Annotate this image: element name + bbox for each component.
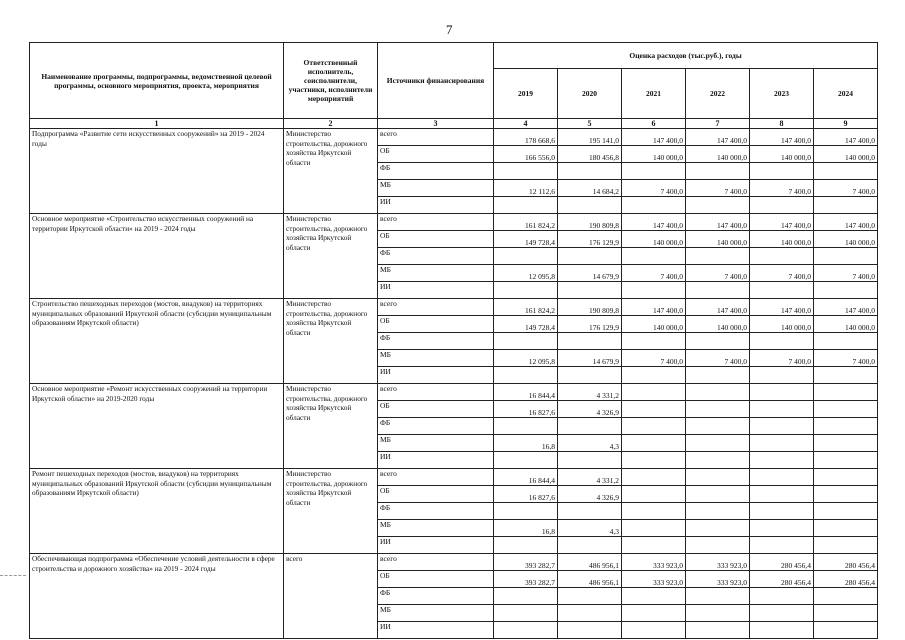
page-number: 7 <box>446 22 453 37</box>
amount-cell: 140 000,0 <box>686 231 750 248</box>
amount-cell: 333 923,0 <box>686 571 750 588</box>
amount-cell <box>686 367 750 384</box>
amount-cell <box>686 520 750 537</box>
amount-cell <box>750 452 814 469</box>
amount-cell: 140 000,0 <box>814 231 878 248</box>
amount-cell: 16 844,4 <box>494 469 558 486</box>
year-header: 2022 <box>686 69 750 119</box>
amount-cell <box>622 163 686 180</box>
amount-cell <box>494 503 558 520</box>
amount-cell: 7 400,0 <box>750 180 814 197</box>
amount-cell <box>686 248 750 265</box>
amount-cell: 4,3 <box>558 435 622 452</box>
funding-source: ФБ <box>378 163 494 180</box>
funding-source: ИИ <box>378 622 494 639</box>
amount-cell <box>622 520 686 537</box>
amount-cell <box>814 163 878 180</box>
amount-cell: 140 000,0 <box>686 316 750 333</box>
amount-cell: 4 331,2 <box>558 469 622 486</box>
amount-cell <box>750 333 814 350</box>
amount-cell <box>750 520 814 537</box>
table-row <box>30 129 878 146</box>
amount-cell: 147 400,0 <box>750 214 814 231</box>
table-body <box>30 129 878 639</box>
amount-cell: 147 400,0 <box>622 299 686 316</box>
responsible-executor: Министерство строительства, дорожного хозяйства Иркутской области <box>284 129 378 214</box>
amount-cell: 166 556,0 <box>494 146 558 163</box>
amount-cell: 280 456,4 <box>814 571 878 588</box>
amount-cell <box>814 469 878 486</box>
amount-cell: 147 400,0 <box>686 214 750 231</box>
funding-source: ОБ <box>378 316 494 333</box>
amount-cell: 176 129,9 <box>558 231 622 248</box>
funding-source: ИИ <box>378 537 494 554</box>
funding-source: ИИ <box>378 452 494 469</box>
amount-cell <box>622 401 686 418</box>
program-name: Основное мероприятие «Строительство искусственных сооружений на территории Иркутской области» на 2019 - 2024 годы <box>30 214 284 299</box>
amount-cell: 7 400,0 <box>814 265 878 282</box>
amount-cell <box>494 282 558 299</box>
amount-cell: 147 400,0 <box>686 129 750 146</box>
amount-cell <box>814 503 878 520</box>
amount-cell <box>686 282 750 299</box>
column-number: 1 <box>30 119 284 129</box>
amount-cell <box>558 605 622 622</box>
header-estimate: Оценка расходов (тыс.руб.), годы <box>494 43 878 69</box>
amount-cell <box>750 503 814 520</box>
year-header: 2024 <box>814 69 878 119</box>
responsible-executor: Министерство строительства, дорожного хозяйства Иркутской области <box>284 469 378 554</box>
amount-cell <box>686 537 750 554</box>
amount-cell <box>622 384 686 401</box>
amount-cell <box>558 367 622 384</box>
amount-cell: 195 141,0 <box>558 129 622 146</box>
amount-cell <box>622 588 686 605</box>
amount-cell: 280 456,4 <box>750 571 814 588</box>
amount-cell <box>750 401 814 418</box>
amount-cell <box>622 333 686 350</box>
amount-cell <box>558 503 622 520</box>
amount-cell: 147 400,0 <box>622 129 686 146</box>
amount-cell: 7 400,0 <box>622 265 686 282</box>
margin-dash <box>0 575 26 576</box>
amount-cell <box>686 401 750 418</box>
amount-cell: 12 095,8 <box>494 350 558 367</box>
amount-cell <box>494 622 558 639</box>
header-sources: Источники финансирования <box>378 43 494 119</box>
amount-cell <box>750 486 814 503</box>
funding-source: МБ <box>378 265 494 282</box>
amount-cell: 190 809,8 <box>558 214 622 231</box>
responsible-executor: Министерство строительства, дорожного хозяйства Иркутской области <box>284 299 378 384</box>
amount-cell <box>558 418 622 435</box>
amount-cell: 7 400,0 <box>686 350 750 367</box>
amount-cell: 16 827,6 <box>494 486 558 503</box>
column-number: 4 <box>494 119 558 129</box>
amount-cell <box>750 384 814 401</box>
amount-cell: 486 956,1 <box>558 554 622 571</box>
amount-cell <box>814 384 878 401</box>
column-number: 7 <box>686 119 750 129</box>
amount-cell: 147 400,0 <box>622 214 686 231</box>
amount-cell: 14 679,9 <box>558 350 622 367</box>
amount-cell <box>622 248 686 265</box>
amount-cell: 393 282,7 <box>494 571 558 588</box>
amount-cell: 4 331,2 <box>558 384 622 401</box>
amount-cell <box>814 622 878 639</box>
amount-cell <box>814 333 878 350</box>
amount-cell <box>494 537 558 554</box>
amount-cell: 12 095,8 <box>494 265 558 282</box>
amount-cell: 147 400,0 <box>814 299 878 316</box>
amount-cell <box>750 163 814 180</box>
responsible-executor: Министерство строительства, дорожного хозяйства Иркутской области <box>284 384 378 469</box>
amount-cell <box>558 622 622 639</box>
funding-source: всего <box>378 214 494 231</box>
amount-cell <box>814 588 878 605</box>
amount-cell: 176 129,9 <box>558 316 622 333</box>
amount-cell <box>558 333 622 350</box>
funding-source: всего <box>378 129 494 146</box>
header-responsible: Ответственный исполнитель, соисполнители, участники, исполнители мероприятий <box>284 43 378 119</box>
amount-cell: 14 684,2 <box>558 180 622 197</box>
amount-cell: 333 923,0 <box>622 571 686 588</box>
amount-cell <box>814 418 878 435</box>
amount-cell <box>622 452 686 469</box>
amount-cell <box>686 588 750 605</box>
column-number: 8 <box>750 119 814 129</box>
amount-cell: 7 400,0 <box>686 180 750 197</box>
amount-cell <box>558 282 622 299</box>
responsible-executor: Министерство строительства, дорожного хозяйства Иркутской области <box>284 214 378 299</box>
table-row <box>30 299 878 316</box>
amount-cell <box>622 367 686 384</box>
amount-cell <box>494 452 558 469</box>
amount-cell <box>814 197 878 214</box>
amount-cell <box>814 486 878 503</box>
amount-cell: 140 000,0 <box>622 146 686 163</box>
amount-cell: 178 668,6 <box>494 129 558 146</box>
funding-source: всего <box>378 554 494 571</box>
amount-cell <box>814 537 878 554</box>
amount-cell <box>814 367 878 384</box>
amount-cell <box>750 605 814 622</box>
amount-cell <box>814 452 878 469</box>
amount-cell <box>622 197 686 214</box>
amount-cell: 16 827,6 <box>494 401 558 418</box>
amount-cell <box>750 537 814 554</box>
amount-cell <box>558 452 622 469</box>
program-name: Подпрограмма «Развитие сети искусственных сооружений» на 2019 - 2024 годы <box>30 129 284 214</box>
amount-cell: 140 000,0 <box>814 146 878 163</box>
amount-cell <box>750 469 814 486</box>
funding-source: ИИ <box>378 367 494 384</box>
amount-cell <box>686 418 750 435</box>
amount-cell: 393 282,7 <box>494 554 558 571</box>
funding-source: МБ <box>378 605 494 622</box>
amount-cell <box>686 605 750 622</box>
table-row <box>30 214 878 231</box>
amount-cell <box>622 622 686 639</box>
amount-cell: 140 000,0 <box>750 231 814 248</box>
amount-cell <box>622 469 686 486</box>
amount-cell <box>814 248 878 265</box>
amount-cell <box>750 197 814 214</box>
amount-cell <box>686 197 750 214</box>
table-row <box>30 384 878 401</box>
amount-cell <box>750 248 814 265</box>
funding-source: МБ <box>378 435 494 452</box>
funding-source: МБ <box>378 180 494 197</box>
program-name: Строительство пешеходных переходов (мостов, виадуков) на территориях муниципальных образований Иркутской области (субсидии муниципальным образованиям Иркутской области) <box>30 299 284 384</box>
funding-source: всего <box>378 299 494 316</box>
funding-source: ОБ <box>378 146 494 163</box>
amount-cell: 140 000,0 <box>750 146 814 163</box>
amount-cell: 180 456,8 <box>558 146 622 163</box>
amount-cell <box>686 163 750 180</box>
amount-cell <box>622 282 686 299</box>
amount-cell <box>814 520 878 537</box>
column-number: 6 <box>622 119 686 129</box>
amount-cell <box>494 163 558 180</box>
amount-cell: 190 809,8 <box>558 299 622 316</box>
amount-cell <box>558 537 622 554</box>
amount-cell <box>558 197 622 214</box>
amount-cell: 333 923,0 <box>686 554 750 571</box>
amount-cell <box>558 588 622 605</box>
funding-source: ИИ <box>378 197 494 214</box>
amount-cell <box>622 503 686 520</box>
funding-source: ФБ <box>378 333 494 350</box>
amount-cell: 147 400,0 <box>686 299 750 316</box>
amount-cell: 147 400,0 <box>750 299 814 316</box>
amount-cell: 7 400,0 <box>814 350 878 367</box>
program-name: Основное мероприятие «Ремонт искусственных сооружений на территории Иркутской области» на 2019-2020 годы <box>30 384 284 469</box>
year-header: 2023 <box>750 69 814 119</box>
amount-cell <box>686 503 750 520</box>
amount-cell <box>622 537 686 554</box>
program-name: Ремонт пешеходных переходов (мостов, виадуков) на территориях муниципальных образований Иркутской области (субсидии муниципальным образованиям Иркутской области) <box>30 469 284 554</box>
amount-cell <box>814 435 878 452</box>
amount-cell: 16 844,4 <box>494 384 558 401</box>
amount-cell <box>686 622 750 639</box>
column-number: 9 <box>814 119 878 129</box>
amount-cell: 140 000,0 <box>686 146 750 163</box>
amount-cell: 147 400,0 <box>750 129 814 146</box>
funding-source: ФБ <box>378 248 494 265</box>
amount-cell <box>686 452 750 469</box>
amount-cell <box>622 605 686 622</box>
column-number: 2 <box>284 119 378 129</box>
amount-cell <box>494 248 558 265</box>
amount-cell <box>750 367 814 384</box>
amount-cell <box>558 163 622 180</box>
amount-cell: 7 400,0 <box>622 350 686 367</box>
amount-cell <box>622 486 686 503</box>
amount-cell: 7 400,0 <box>622 180 686 197</box>
amount-cell <box>622 418 686 435</box>
amount-cell: 161 824,2 <box>494 299 558 316</box>
amount-cell: 140 000,0 <box>750 316 814 333</box>
amount-cell: 4 326,9 <box>558 486 622 503</box>
amount-cell: 12 112,6 <box>494 180 558 197</box>
funding-source: всего <box>378 384 494 401</box>
funding-source: МБ <box>378 520 494 537</box>
amount-cell <box>814 282 878 299</box>
amount-cell: 7 400,0 <box>750 350 814 367</box>
program-name: Обеспечивающая подпрограмма «Обеспечение условий деятельности в сфере строительства и дорожного хозяйства» на 2019 - 2024 годы <box>30 554 284 639</box>
amount-cell: 4,3 <box>558 520 622 537</box>
amount-cell <box>494 333 558 350</box>
financing-table <box>29 42 878 639</box>
funding-source: МБ <box>378 350 494 367</box>
amount-cell <box>814 605 878 622</box>
amount-cell: 280 456,4 <box>814 554 878 571</box>
year-header: 2021 <box>622 69 686 119</box>
funding-source: ОБ <box>378 231 494 248</box>
funding-source: ОБ <box>378 401 494 418</box>
amount-cell <box>814 401 878 418</box>
funding-source: ФБ <box>378 588 494 605</box>
amount-cell <box>686 384 750 401</box>
amount-cell: 149 728,4 <box>494 231 558 248</box>
amount-cell <box>558 248 622 265</box>
amount-cell: 140 000,0 <box>814 316 878 333</box>
amount-cell <box>686 486 750 503</box>
amount-cell: 149 728,4 <box>494 316 558 333</box>
amount-cell <box>750 418 814 435</box>
amount-cell <box>750 588 814 605</box>
amount-cell: 280 456,4 <box>750 554 814 571</box>
amount-cell <box>494 367 558 384</box>
amount-cell <box>494 197 558 214</box>
amount-cell <box>686 469 750 486</box>
column-numbers-row <box>30 119 878 129</box>
table-row <box>30 554 878 571</box>
header-name: Наименование программы, подпрограммы, ведомственной целевой программы, основного мероприятия, проекта, мероприятия <box>30 43 284 119</box>
amount-cell: 140 000,0 <box>622 316 686 333</box>
amount-cell <box>750 435 814 452</box>
amount-cell: 147 400,0 <box>814 214 878 231</box>
funding-source: ФБ <box>378 418 494 435</box>
amount-cell <box>494 418 558 435</box>
amount-cell: 147 400,0 <box>814 129 878 146</box>
amount-cell <box>622 435 686 452</box>
responsible-executor: всего <box>284 554 378 639</box>
amount-cell <box>686 333 750 350</box>
funding-source: ОБ <box>378 571 494 588</box>
amount-cell: 16,8 <box>494 520 558 537</box>
amount-cell <box>686 435 750 452</box>
column-number: 3 <box>378 119 494 129</box>
year-header: 2019 <box>494 69 558 119</box>
year-header: 2020 <box>558 69 622 119</box>
amount-cell <box>494 588 558 605</box>
amount-cell: 14 679,9 <box>558 265 622 282</box>
amount-cell: 7 400,0 <box>814 180 878 197</box>
amount-cell: 7 400,0 <box>750 265 814 282</box>
amount-cell <box>750 622 814 639</box>
amount-cell: 161 824,2 <box>494 214 558 231</box>
funding-source: ФБ <box>378 503 494 520</box>
funding-source: ОБ <box>378 486 494 503</box>
funding-source: ИИ <box>378 282 494 299</box>
amount-cell: 7 400,0 <box>686 265 750 282</box>
amount-cell: 333 923,0 <box>622 554 686 571</box>
table-row <box>30 469 878 486</box>
amount-cell: 140 000,0 <box>622 231 686 248</box>
amount-cell: 4 326,9 <box>558 401 622 418</box>
amount-cell: 16,8 <box>494 435 558 452</box>
amount-cell: 486 956,1 <box>558 571 622 588</box>
amount-cell <box>750 282 814 299</box>
column-number: 5 <box>558 119 622 129</box>
amount-cell <box>494 605 558 622</box>
funding-source: всего <box>378 469 494 486</box>
